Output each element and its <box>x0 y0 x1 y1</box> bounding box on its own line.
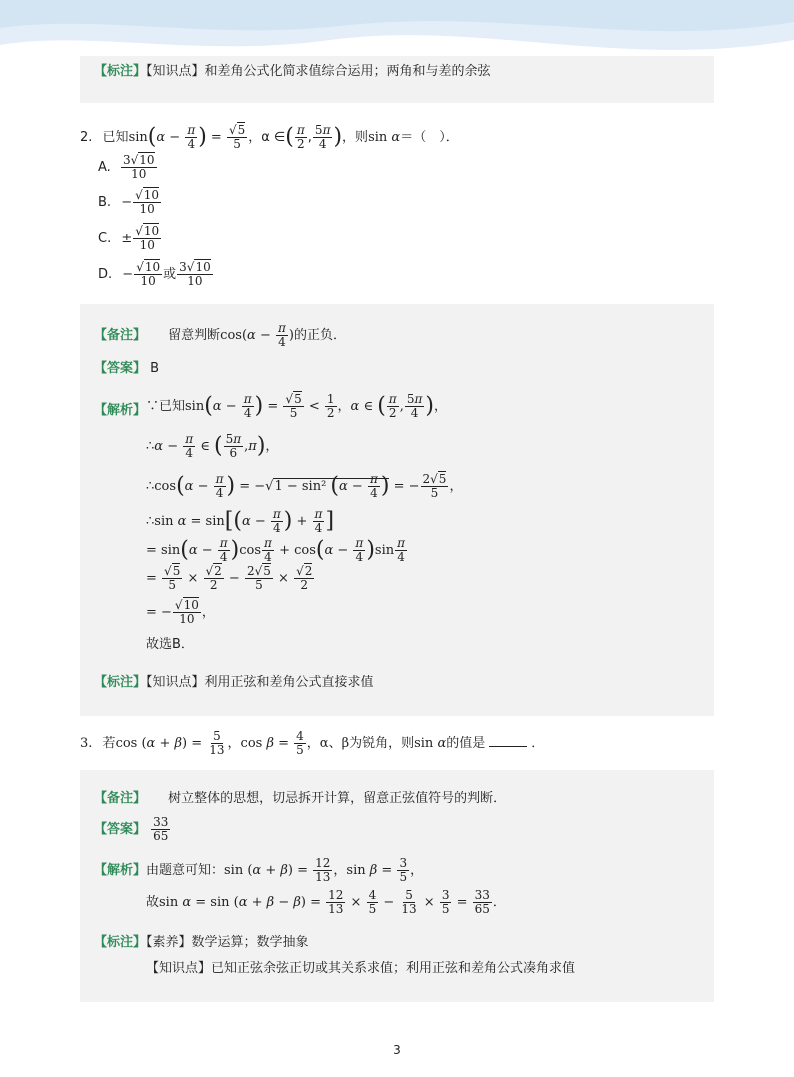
q3-stem-b: ， <box>227 736 241 751</box>
q2-step-2: ∴α − $\frac{\pi}{4}$ ∈ ( $\frac{5\pi}{6}$ ,π)， <box>146 432 279 460</box>
remark-text: 树立整体的思想，切忌拆开计算，留意正弦值符号的判断． <box>168 791 507 806</box>
q2-step-4: ∴sin α = sin[(α − $\frac{\pi}{4}$ ) + $\frac{\pi}{4}$ ] <box>146 507 335 535</box>
q2-stem: 2. 已知sin(α − $\frac{\pi}{4}$ ) = $\frac{√5}{5}$ ，α ∈( $\frac{\pi}{2}$ , $\frac{5\pi}{4}$ )，则sin α＝（ ）． <box>80 123 459 151</box>
q2-step-1: ∵已知sin(α − $\frac{\pi}{4}$ ) = $\frac{√5}{5}$ < $\frac{1}{2}$ ，α ∈ ( $\frac{\pi}{2}$ , $\frac{5\pi}{4}$ )， <box>146 392 447 420</box>
q2-option-d: D. − $\frac{√10}{10}$ 或 $\frac{3√10}{10}$ <box>98 260 211 288</box>
q3-note-2: 【知识点】已知正弦余弦正切或其关系求值；利用正弦和差角公式凑角求值 <box>146 961 576 976</box>
q3-step-1: 由题意可知：sin (α + β) = $\frac{12}{13}$ ，sin β = $\frac{3}{5}$ ， <box>146 856 424 884</box>
q3-note-1 <box>94 934 309 952</box>
option-label: A. <box>98 160 111 175</box>
q3-remark <box>94 790 506 808</box>
answer-value: B <box>150 361 160 376</box>
q2-stem-prefix: 已知 <box>102 130 129 145</box>
q2-step-3: ∴cos(α − $\frac{\pi}{4}$ ) = −√1 − sin² (α − $\frac{\pi}{4}$ ) = − $\frac{2√5}{5}$ ， <box>146 472 463 500</box>
q3-analysis-tag-line <box>94 862 146 880</box>
q3-stem: 3. 若cos (α + β) = $\frac{5}{13}$ ，cos β = $\frac{4}{5}$ ，α、β为锐角，则sin α的值是 ． <box>80 729 545 757</box>
page-number: 3 <box>393 1043 401 1057</box>
option-label: D. <box>98 267 113 282</box>
remark-tag: 【备注】 <box>94 328 147 343</box>
q3-stem-d: 的值是 <box>446 736 486 751</box>
q3-stem-a: 若 <box>102 736 116 751</box>
q2-solution-box <box>80 304 714 716</box>
analysis-text: 由题意可知： <box>146 863 225 878</box>
q2-option-a: A. $\frac{3√10}{10}$ <box>98 153 155 181</box>
answer-tag: 【答案】 <box>94 361 147 376</box>
q2-stem-end: ＝（ ）． <box>400 130 459 145</box>
analysis-text: 故 <box>146 895 160 910</box>
q2-answer <box>94 360 159 378</box>
top-note-line <box>94 63 491 81</box>
q2-step-5: = sin(α − $\frac{\pi}{4}$ )cos $\frac{\pi}{4}$ + cos(α − $\frac{\pi}{4}$ )sin $\frac{\pi}{4}$ <box>146 536 405 564</box>
q3-stem-c: ，α、β为锐角，则 <box>306 736 415 751</box>
note-tag: 【标注】 <box>94 935 147 950</box>
remark-text: 留意判断 <box>168 328 221 343</box>
q3-answer <box>94 816 171 844</box>
analysis-tag: 【解析】 <box>94 863 147 878</box>
note-text: 【知识点】利用正弦和差角公式直接求值 <box>146 675 374 690</box>
top-note-box <box>80 56 714 103</box>
q2-remark: 【备注】 留意判断cos(α − $\frac{\pi}{4}$ )的正负． <box>94 321 346 349</box>
question-number: 3. <box>80 736 93 751</box>
q2-option-b: B. − $\frac{√10}{10}$ <box>98 188 160 216</box>
q3-solution-box <box>80 770 714 1002</box>
note-text: 【知识点】和差角公式化简求值综合运用；两角和与差的余弦 <box>146 64 491 79</box>
answer-blank[interactable] <box>489 734 527 747</box>
q3-stem-e: ． <box>531 736 545 751</box>
option-joiner: 或 <box>163 267 177 282</box>
option-label: C. <box>98 231 112 246</box>
q2-note <box>94 674 374 692</box>
option-label: B. <box>98 195 112 210</box>
note-tag: 【标注】 <box>94 675 147 690</box>
answer-denominator: 65 <box>153 829 169 843</box>
q3-step-2: 故sin α = sin (α + β − β) = $\frac{12}{13}$ × $\frac{4}{5}$ − $\frac{5}{13}$ × $\frac{3}{5}$ = $\frac{33}{65}$ ． <box>146 888 506 916</box>
analysis-tag: 【解析】 <box>94 403 147 418</box>
q2-stem-middle: ，α ∈ <box>248 130 286 145</box>
remark-text-end: 的正负． <box>293 328 346 343</box>
note-tag: 【标注】 <box>94 64 147 79</box>
question-number: 2. <box>80 130 93 145</box>
q2-option-c: C. ± $\frac{√10}{10}$ <box>98 224 160 252</box>
answer-tag: 【答案】 <box>94 822 147 837</box>
remark-tag: 【备注】 <box>94 791 147 806</box>
note-text: 【素养】数学运算；数学抽象 <box>146 935 309 950</box>
q2-step-7: = − $\frac{√10}{10}$ ， <box>146 598 215 626</box>
q2-stem-suffix: ，则 <box>342 130 369 145</box>
q2-step-6: = $\frac{√5}{5}$ × $\frac{√2}{2}$ − $\frac{2√5}{5}$ × $\frac{√2}{2}$ <box>146 564 313 592</box>
q2-analysis-tag-line <box>94 402 146 420</box>
q2-conclusion: 故选B． <box>146 637 194 652</box>
answer-numerator: 33 <box>153 815 169 829</box>
